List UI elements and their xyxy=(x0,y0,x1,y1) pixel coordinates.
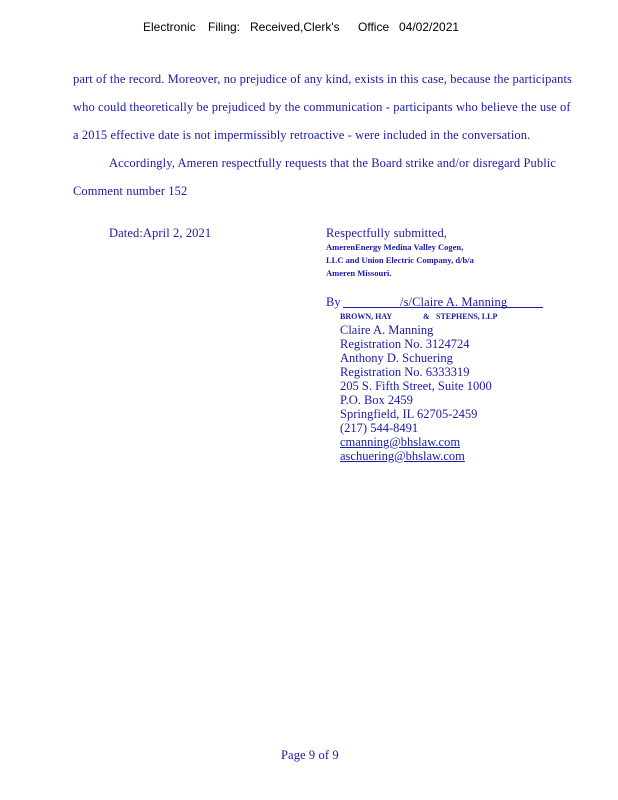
city-state-zip: Springfield, IL 62705-2459 xyxy=(340,407,478,421)
signer-name-2: Anthony D. Schuering xyxy=(340,351,453,365)
po-box: P.O. Box 2459 xyxy=(340,393,413,407)
firm-name-right: STEPHENS, LLP xyxy=(436,312,498,321)
header-date: 04/02/2021 xyxy=(399,20,460,34)
body-line-5: Comment number 152 xyxy=(73,184,188,198)
signer-name-1: Claire A. Manning xyxy=(340,323,434,337)
phone-number: (217) 544-8491 xyxy=(340,421,419,435)
registration-1: Registration No. 3124724 xyxy=(340,337,470,351)
header-filing: Filing: xyxy=(208,20,241,34)
street-address: 205 S. Fifth Street, Suite 1000 xyxy=(340,379,492,393)
email-link-1[interactable]: cmanning@bhslaw.com xyxy=(340,435,461,449)
party-line-2: LLC and Union Electric Company, d/b/a xyxy=(326,255,474,265)
body-line-3: a 2015 effective date is not impermissibly retroactive - were included in the conversation. xyxy=(73,128,531,142)
header-received: Received,Clerk's xyxy=(250,20,340,34)
page-number: Page 9 of 9 xyxy=(281,748,339,762)
dated-line: Dated:April 2, 2021 xyxy=(109,226,212,240)
body-line-2: who could theoretically be prejudiced by the communication - participants who believe the use of xyxy=(73,100,571,114)
body-line-1: part of the record. Moreover, no prejudice of any kind, exists in this case, because the participants xyxy=(73,72,573,86)
body-line-4: Accordingly, Ameren respectfully requests that the Board strike and/or disregard Public xyxy=(109,156,556,170)
registration-2: Registration No. 6333319 xyxy=(340,365,470,379)
party-line-3: Ameren Missouri. xyxy=(326,268,392,278)
firm-ampersand: & xyxy=(423,312,430,321)
respectfully-submitted: Respectfully submitted, xyxy=(326,226,448,240)
email-link-2[interactable]: aschuering@bhslaw.com xyxy=(340,449,465,463)
signed-name: /s/Claire A. Manning xyxy=(400,295,508,309)
party-line-1: AmerenEnergy Medina Valley Cogen, xyxy=(326,242,464,252)
firm-name-left: BROWN, HAY xyxy=(340,312,393,321)
header-office: Office xyxy=(358,20,390,34)
header-electronic: Electronic xyxy=(143,20,196,34)
by-label: By xyxy=(326,295,341,309)
